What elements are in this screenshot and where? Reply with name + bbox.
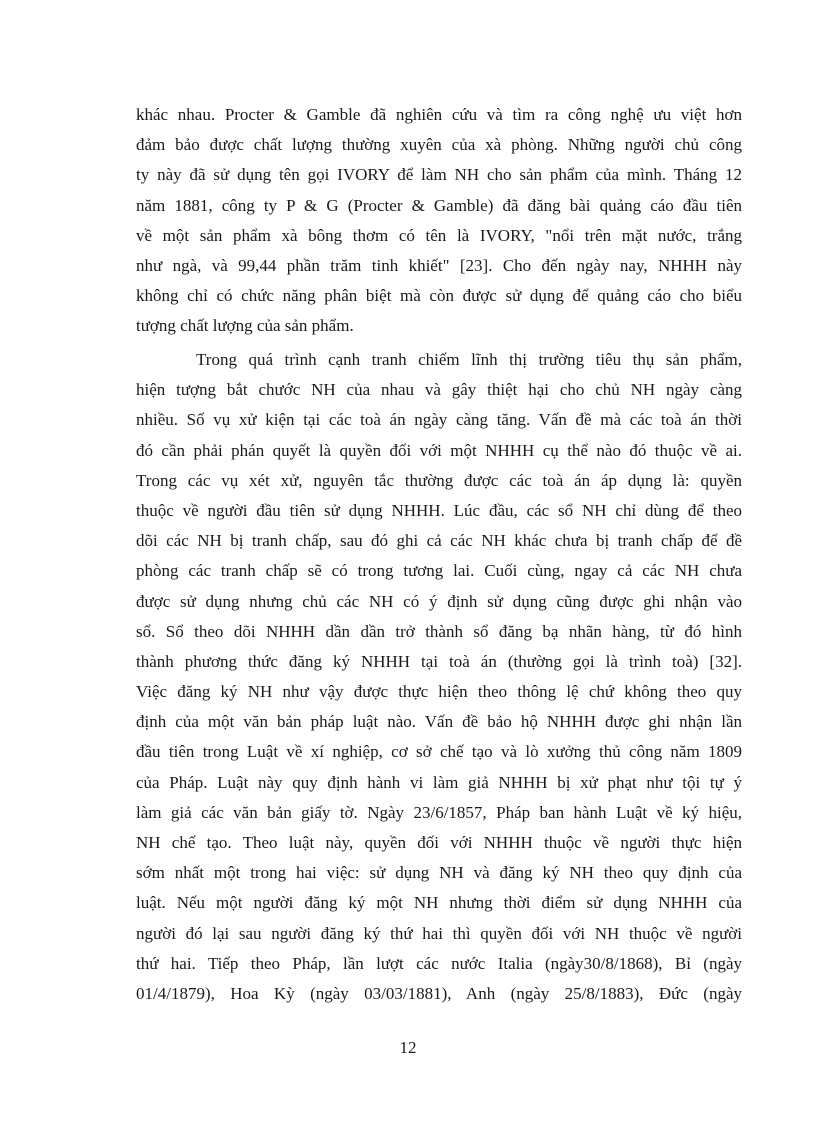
text-line: ty này đã sử dụng tên gọi IVORY để làm NH cho sản phẩm của mình. Tháng 12 [136, 165, 742, 185]
page-number: 12 [399, 1038, 417, 1057]
text-line: hiện tượng bắt chước NH của nhau và gây thiệt hại cho chủ NH ngày càng [136, 380, 742, 400]
text-line: năm 1881, công ty P & G (Procter & Gamble) đã đăng bài quảng cáo đầu tiên [136, 195, 742, 215]
text-line: NH chế tạo. Theo luật này, quyền đối với NHHH thuộc về người thực hiện [136, 833, 742, 852]
text-line: khác nhau. Procter & Gamble đã nghiên cứu và tìm ra công nghệ ưu việt hơn [136, 105, 742, 124]
text-line: thuộc về người đầu tiên sử dụng NHHH. Lúc đầu, các sổ NH chỉ dùng để theo [136, 500, 742, 520]
text-line: tượng chất lượng của sản phẩm. [136, 316, 354, 336]
text-line: đảm bảo được chất lượng thường xuyên của xà phòng. Những người chủ công [136, 135, 742, 155]
text-line: đó cần phải phán quyết là quyền đối với một NHHH cụ thể nào đó thuộc về ai. [136, 440, 742, 460]
text-line: Trong các vụ xét xử, nguyên tắc thường được các toà án áp dụng là: quyền [136, 470, 742, 490]
text-line: về một sản phẩm xà bông thơm có tên là IVORY, "nổi trên mặt nước, trắng [136, 225, 742, 245]
text-line: nhiều. Số vụ xử kiện tại các toà án ngày càng tăng. Vấn đề mà các toà án thời [136, 410, 742, 430]
text-line: định của một văn bản pháp luật nào. Vấn đề bảo hộ NHHH được ghi nhận lần [136, 712, 742, 732]
text-line: được sử dụng nhưng chủ các NH có ý định sử dụng cũng được ghi nhận vào [136, 591, 742, 611]
text-line: không chỉ có chức năng phân biệt mà còn được sử dụng để quảng cáo cho biểu [136, 286, 742, 306]
text-line: 01/4/1879), Hoa Kỳ (ngày 03/03/1881), Anh (ngày 25/8/1883), Đức (ngày [136, 983, 742, 1003]
text-line: như ngà, và 99,44 phần trăm tinh khiết" [23]. Cho đến ngày nay, NHHH này [136, 255, 742, 275]
text-line: dõi các NH bị tranh chấp, sau đó ghi cả các NH khác chưa bị tranh chấp để đề [136, 531, 742, 551]
paragraph-procter-gamble [136, 100, 742, 342]
text-line: người đó lại sau người đăng ký thứ hai thì quyền đối với NH thuộc về người [136, 923, 742, 943]
text-line: của Pháp. Luật này quy định hành vi làm giả NHHH bị xử phạt như tội tự ý [136, 772, 742, 792]
text-line: thành phương thức đăng ký NHHH tại toà án (thường gọi là trình toà) [32]. [136, 651, 742, 671]
paragraph-trademark-history [136, 345, 742, 1009]
text-line: luật. Nếu một người đăng ký một NH nhưng thời điểm sử dụng NHHH của [136, 893, 742, 913]
text-line: thứ hai. Tiếp theo Pháp, lần lượt các nước Italia (ngày30/8/1868), Bỉ (ngày [136, 953, 742, 973]
text-line: sổ. Sổ theo dõi NHHH dần dần trở thành sổ đăng bạ nhãn hàng, từ đó hình [136, 621, 742, 641]
text-line: làm giả các văn bản giấy tờ. Ngày 23/6/1857, Pháp ban hành Luật về ký hiệu, [136, 802, 742, 822]
text-line: đầu tiên trong Luật về xí nghiệp, cơ sở chế tạo và lò xưởng thủ công năm 1809 [136, 742, 742, 762]
text-line: Việc đăng ký NH như vậy được thực hiện theo thông lệ chứ không theo quy [136, 682, 742, 702]
text-line: phòng các tranh chấp sẽ có trong tương lai. Cuối cùng, ngay cả các NH chưa [136, 561, 742, 581]
text-line: sớm nhất một trong hai việc: sử dụng NH và đăng ký NH theo quy định của [136, 863, 742, 883]
text-line: Trong quá trình cạnh tranh chiếm lĩnh thị trường tiêu thụ sản phẩm, [196, 350, 742, 369]
